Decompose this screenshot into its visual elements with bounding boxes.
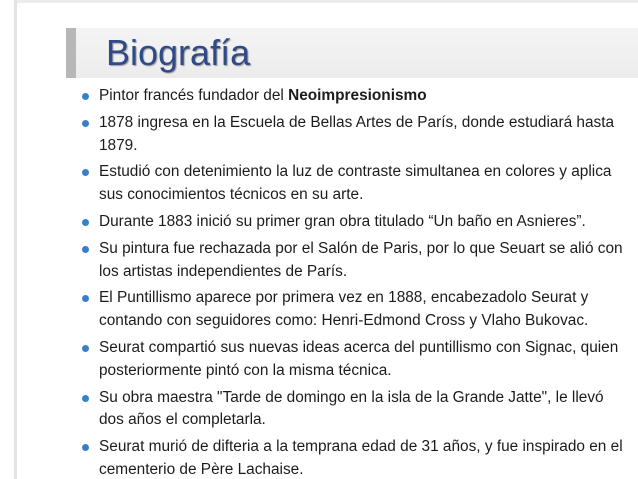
bullet-text: 1878 ingresa en la Escuela de Bellas Artes de París, donde estudiará hasta 1879. [99,113,615,154]
bullet-text: Durante 1883 inició su primer gran obra titulado “Un baño en Asnieres”. [99,212,586,230]
bullet-text: Seurat murió de difteria a la temprana edad de 31 años, y fue inspirado en el cementerio de Père Lachaise. [99,438,623,478]
title-accent [66,28,76,78]
bullet-dot-icon [82,219,89,226]
bullet-dot-icon [82,345,89,352]
bullet-text: Pintor francés fundador del [99,87,289,104]
bullet-text: El Puntillismo aparece por primera vez en 1888, encabezadolo Seurat y contando con seguidores como: Henri-Edmond Cross y Vlaho Bukovac. [99,289,589,330]
bullet-item [82,238,630,284]
bullet-text: Su obra maestra "Tarde de domingo en la isla de la Grande Jatte", le llevó dos años el completarla. [99,388,604,429]
bullet-item [82,211,630,234]
bullet-dot-icon [82,295,89,302]
bullet-dot-icon [82,395,89,402]
bullet-text: Su pintura fue rechazada por el Salón de Paris, por lo que Seuart se alió con los artistas independientes de París. [99,239,623,280]
bullet-list [82,85,630,479]
bullet-item [82,387,630,433]
bullet-item [82,85,630,108]
bullet-bold-text: Neoimpresionismo [288,87,427,104]
bullet-item [82,112,630,158]
bullet-dot-icon [82,246,89,253]
frame-left-border [14,0,17,479]
bullet-item [82,287,630,333]
bullet-item [82,161,630,207]
bullet-text: Seurat compartió sus nuevas ideas acerca del puntillismo con Signac, quien posteriormente pintó con la misma técnica. [99,338,619,379]
frame-top-border [14,0,638,3]
bullet-dot-icon [82,169,89,176]
bullet-dot-icon [82,93,89,100]
slide-title: Biografía [106,32,251,73]
bullet-text: Estudió con detenimiento la luz de contraste simultanea en colores y aplica sus conocimientos técnicos en su arte. [99,163,612,204]
bullet-dot-icon [82,444,89,451]
bullet-dot-icon [82,120,89,127]
bullet-item [82,436,630,479]
bullet-item [82,337,630,383]
